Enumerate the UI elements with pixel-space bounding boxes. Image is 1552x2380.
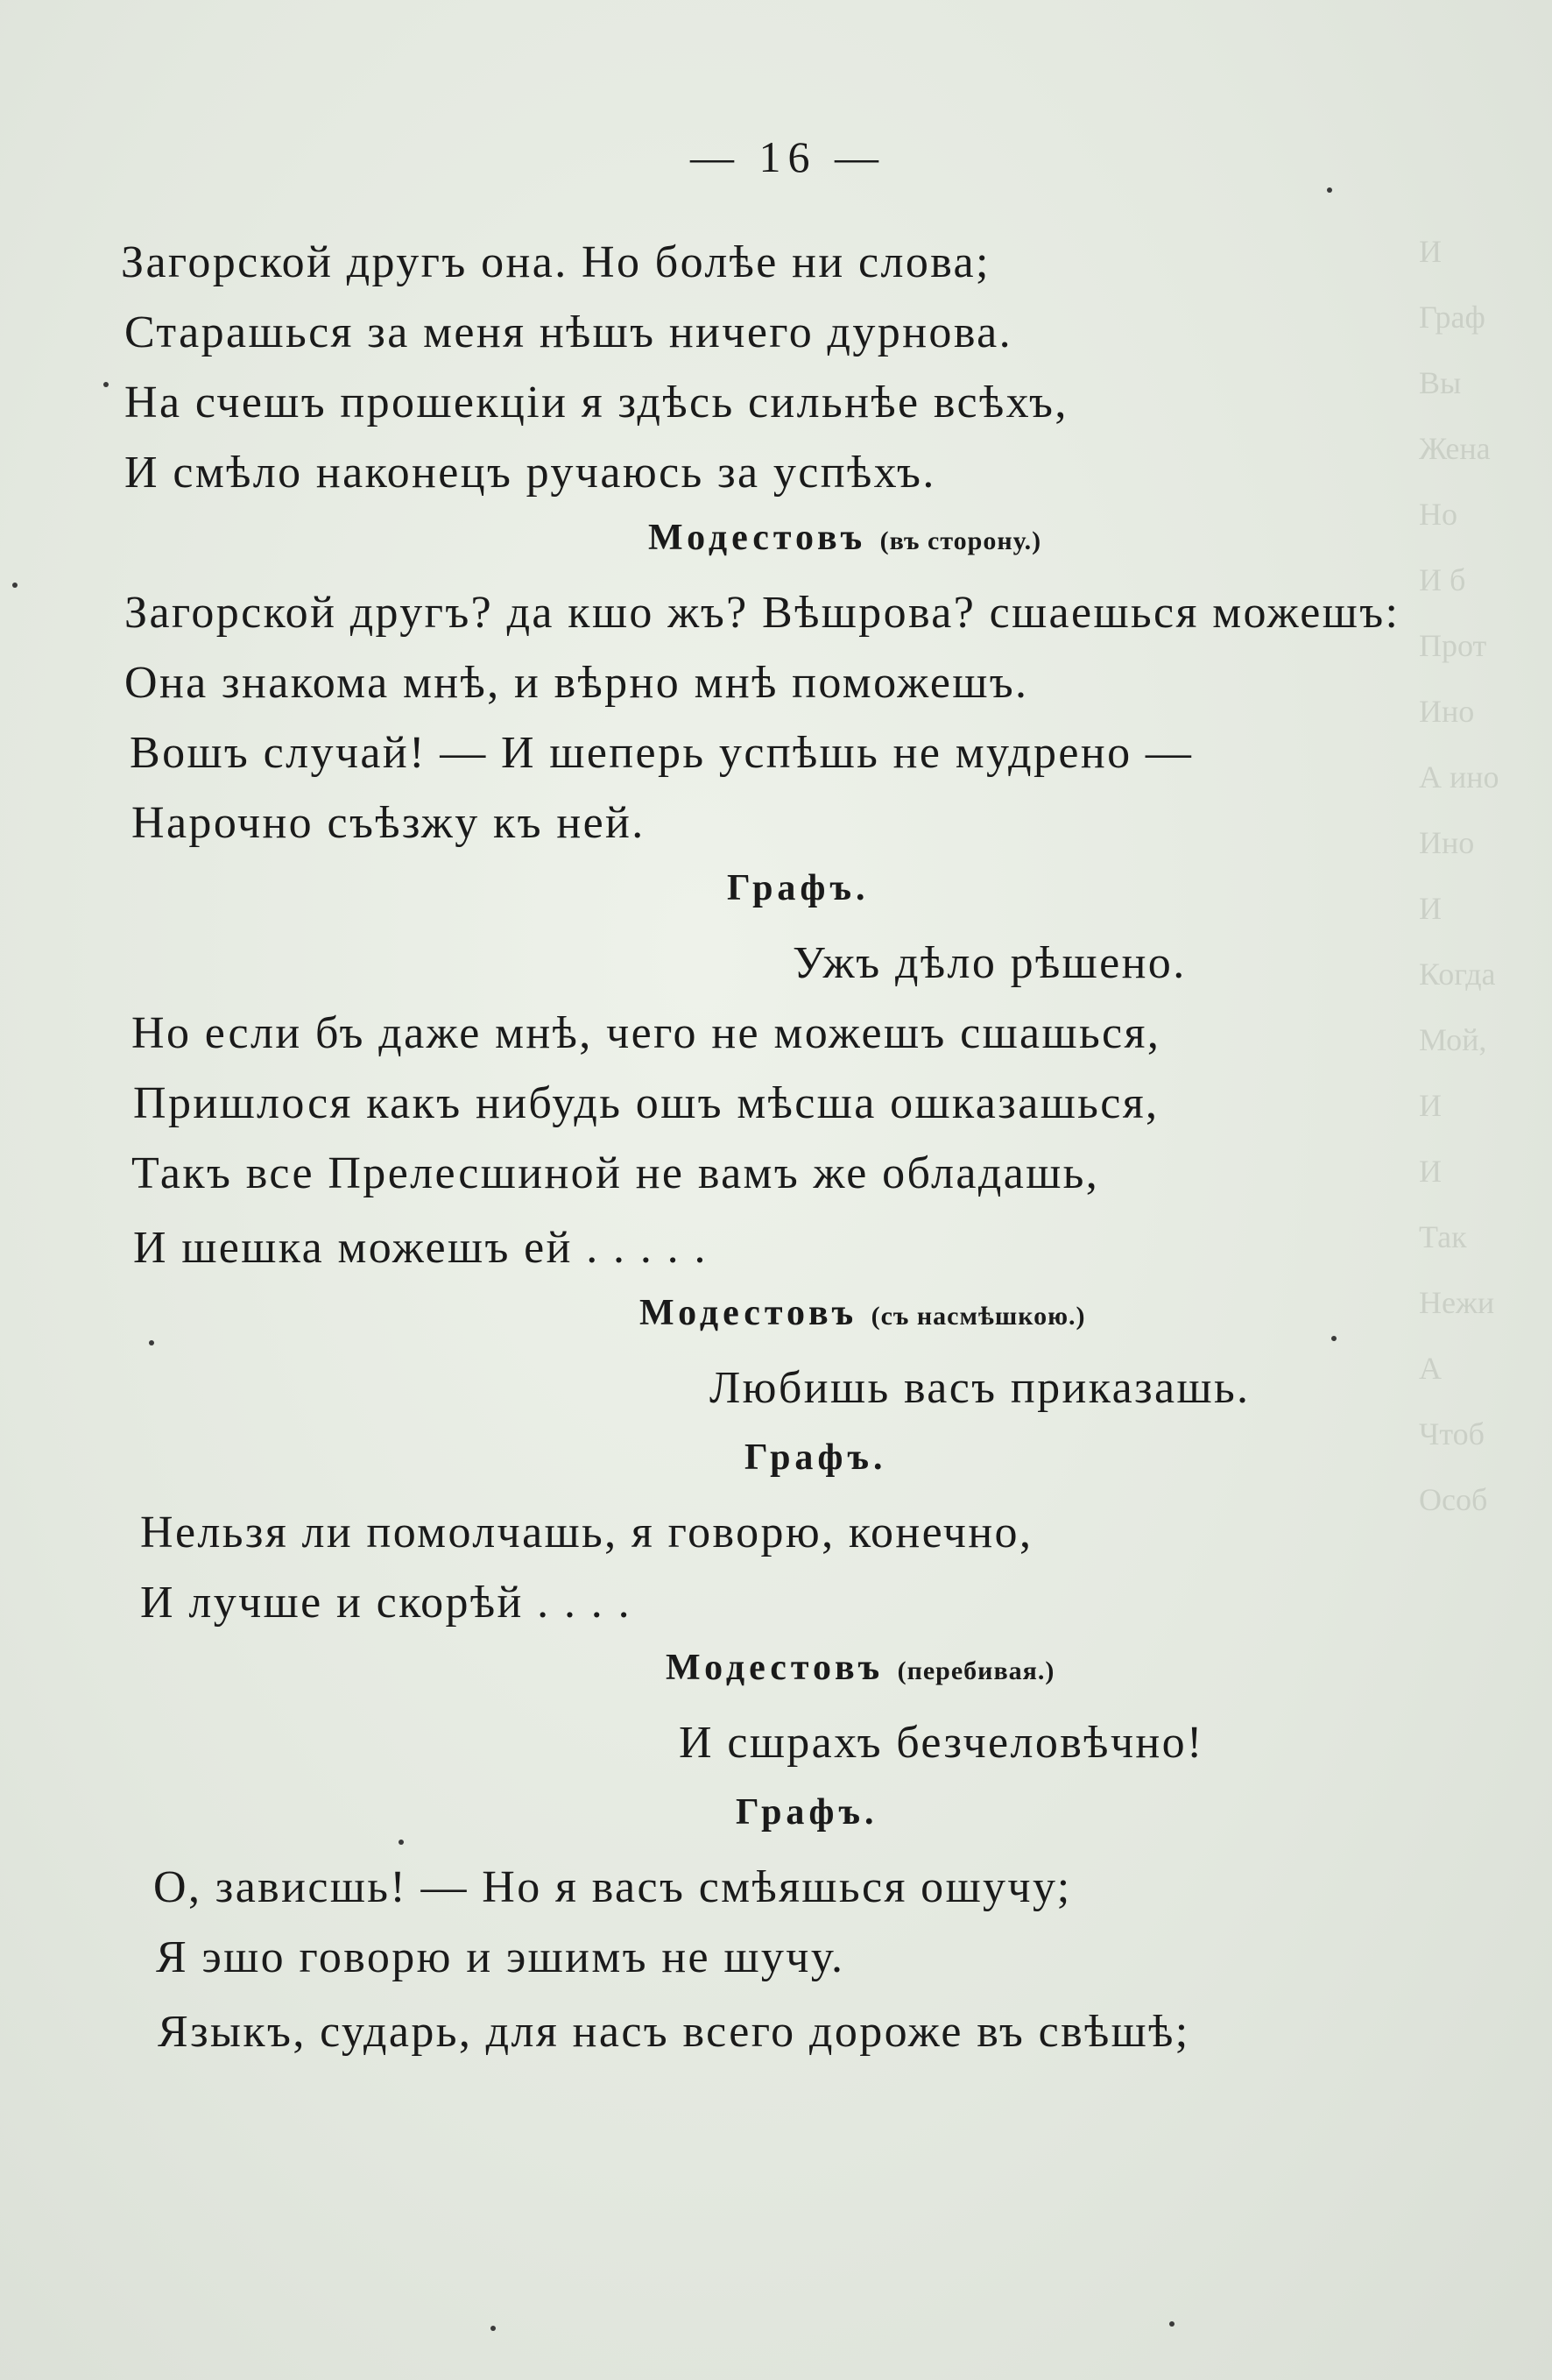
stage-direction: (перебивая.) [897,1656,1055,1685]
speaker-heading [744,1437,886,1479]
verse-line: Загорской другъ она. Но болѣе ни слова; [121,237,991,287]
verse-line: И лучше и скорѣй . . . . [140,1578,631,1628]
speaker-heading [666,1647,1055,1689]
bleed-line: Нежи [1419,1285,1495,1320]
bleed-line: Граф [1419,300,1485,335]
bleed-line: Чтоб [1419,1416,1485,1451]
speaker-name: Графъ. [727,868,870,908]
speck [1169,2321,1175,2327]
verse-line: Языкъ, сударь, для насъ всего дороже въ свѣшѣ; [158,2007,1190,2057]
stage-direction: (въ сторону.) [879,526,1042,555]
bleed-line: Когда [1419,957,1496,992]
verse-line: Я эшо говорю и эшимъ не шучу. [156,1932,845,1982]
verse-line: И шешка можешъ ей . . . . . [133,1223,708,1273]
bleed-line: Вы [1419,365,1462,400]
verse-line: И смѣло наконецъ ручаюсь за успѣхъ. [124,448,936,498]
speaker-name: Модестовъ [648,518,867,558]
bleed-line: Ино [1419,825,1475,860]
verse-line: Ужъ дѣло рѣшено. [793,938,1187,988]
speck [490,2326,496,2331]
verse-line: На счешъ прошекціи я здѣсь сильнѣе всѣхъ, [124,378,1069,427]
verse-line: Загорской другъ? да кшо жъ? Вѣшрова? сшаешься можешъ: [124,588,1400,638]
bleed-line: А [1419,1351,1442,1386]
bleed-line: И [1419,1088,1442,1123]
speck [103,382,109,387]
speaker-name: Графъ. [744,1437,887,1478]
speck [12,583,18,588]
speck [1327,187,1332,193]
bleed-line: Ино [1419,694,1475,729]
verse-line: И сшрахъ безчеловѣчно! [679,1718,1204,1768]
stage-direction: (съ насмѣшкою.) [871,1302,1086,1331]
bleed-line: И б [1419,562,1466,597]
page-number: — 16 — [690,132,885,181]
verse-line: Старашься за меня нѣшъ ничего дурнова. [124,307,1012,357]
speaker-heading [639,1292,1086,1334]
speck [1331,1336,1337,1341]
verse-line: Нельзя ли помолчашь, я говорю, конечно, [140,1508,1033,1557]
verse-line: Но если бъ даже мнѣ, чего не можешъ сшашься, [131,1008,1161,1058]
bleed-line: Но [1419,497,1457,532]
speaker-heading [648,517,1041,559]
bleed-line: И [1419,234,1442,269]
verse-line: Такъ все Прелесшиной не вамъ же обладашь, [131,1148,1100,1198]
bleed-line: Мой, [1419,1022,1487,1057]
verse-line: Она знакома мнѣ, и вѣрно мнѣ поможешъ. [124,658,1029,708]
speaker-heading [736,1791,878,1833]
speaker-name: Модестовъ [666,1648,885,1688]
speaker-name: Модестовъ [639,1293,858,1333]
verse-line: Вошъ случай! — И шеперь успѣшь не мудрено — [130,728,1194,778]
verse-line: Пришлося какъ нибудь ошъ мѣсша ошказашься, [133,1078,1160,1128]
bleed-line: Особ [1419,1482,1488,1517]
verse-line: Любишь васъ приказашь. [709,1363,1251,1413]
bleed-line: Жена [1419,431,1491,466]
bleed-line: А ино [1419,759,1499,795]
bleed-through-text [1419,219,1552,1708]
bleed-line: И [1419,891,1442,926]
verse-line: О, зависшь! — Но я васъ смѣяшься ошучу; [153,1862,1072,1912]
speaker-name: Графъ. [736,1792,878,1833]
bleed-line: Так [1419,1219,1467,1254]
bleed-line: И [1419,1154,1442,1189]
speaker-heading [727,867,869,909]
speck [399,1840,404,1845]
bleed-line: Прот [1419,628,1487,663]
verse-line: Нарочно съѣзжу къ ней. [131,798,645,848]
speck [149,1340,154,1345]
